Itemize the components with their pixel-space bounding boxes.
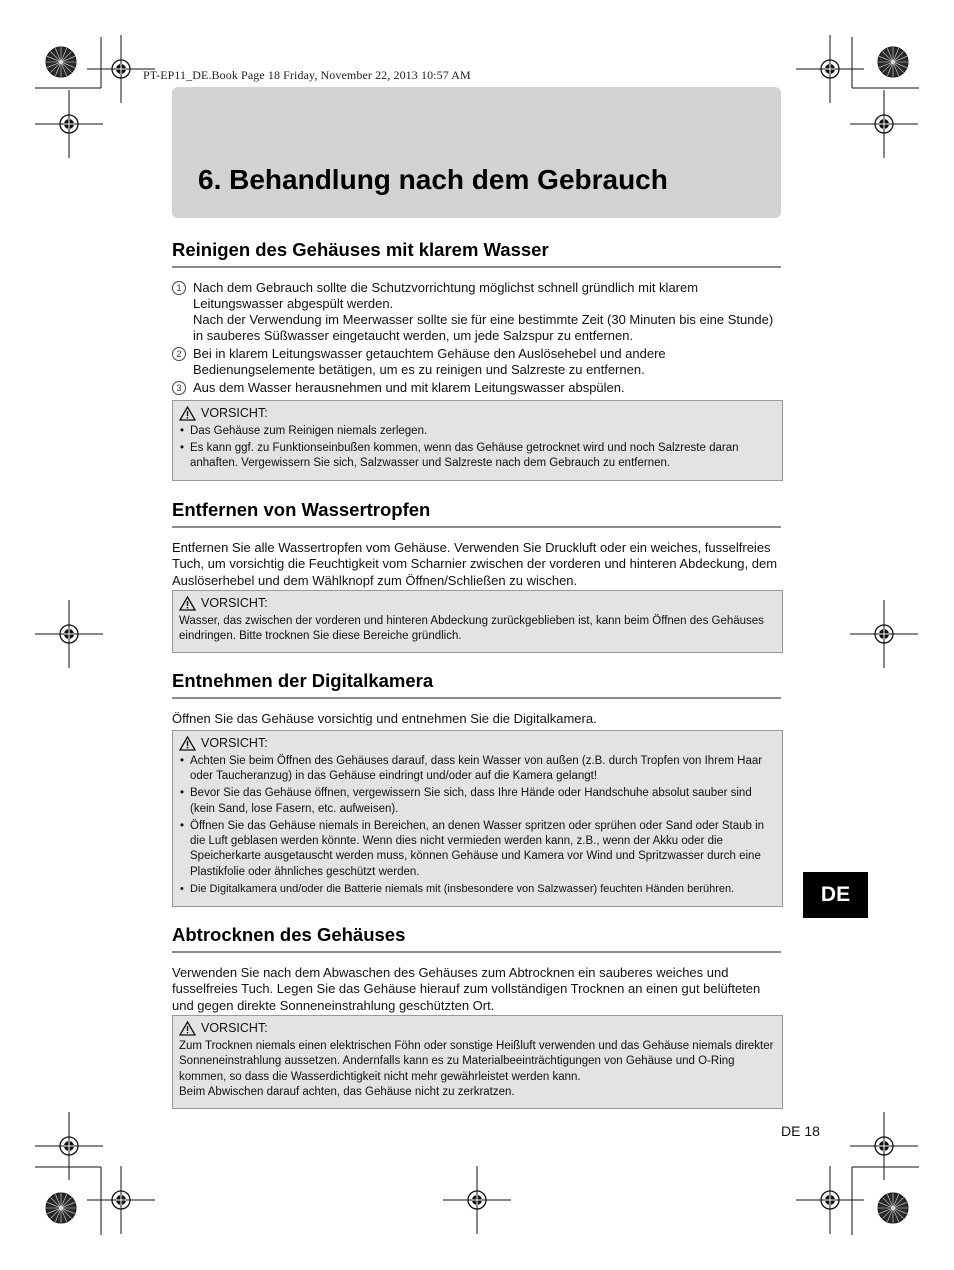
caution-item: • Das Gehäuse zum Reinigen niemals zerlegen. [179, 424, 776, 439]
registration-crosshair-icon [443, 1166, 511, 1234]
registration-crosshair-icon [87, 1166, 155, 1234]
section-heading: Entfernen von Wassertropfen [172, 499, 781, 528]
registration-crosshair-icon [35, 600, 103, 668]
registration-crosshair-icon [87, 35, 155, 103]
registration-crosshair-icon [35, 1112, 103, 1180]
registration-star-icon [878, 47, 908, 77]
registration-crosshair-icon [850, 600, 918, 668]
caution-item: • Die Digitalkamera und/oder die Batterie niemals mit (insbesondere von Salzwasser) feuchten Händen berühren. [179, 882, 776, 897]
step-text: Aus dem Wasser herausnehmen und mit klarem Leitungswasser abspülen. [193, 380, 625, 395]
section-heading: Entnehmen der Digitalkamera [172, 670, 781, 699]
language-tab: DE [803, 872, 868, 918]
step-number: 1 [172, 281, 186, 295]
chapter-title: 6. Behandlung nach dem Gebrauch [198, 164, 668, 195]
caution-item: • Öffnen Sie das Gehäuse niemals in Bereichen, an denen Wasser spritzen oder sprühen oder Sand oder Staub in die Luft geblasen werden könnte. Wenn dies nicht vermieden werden kann, z.B., wenn der Akku oder die Speicherkarte ausgetauscht werden muss, können Gehäuse und Kamera vor Wind und Spritzwasser durch eine Plastikfolie oder ähnliches geschützt werden. [179, 819, 776, 881]
caution-label: VORSICHT: [201, 596, 268, 610]
caution-text: Zum Trocknen niemals einen elektrischen Föhn oder sonstige Heißluft verwenden und das Gehäuse niemals direkter Sonneneinstrahlung aussetzen. Andernfalls kann es zu Materialbeeinträchtigungen von Gehäuse und O-Ring kommen, so dass die Wasserdichtigkeit nicht mehr gewährleistet werden kann. [179, 1040, 774, 1083]
registration-crosshair-icon [850, 1112, 918, 1180]
print-header: PT-EP11_DE.Book Page 18 Friday, November 22, 2013 10:57 AM [143, 68, 471, 82]
caution-item: • Es kann ggf. zu Funktionseinbußen kommen, wenn das Gehäuse getrocknet wird und noch Salzreste daran anhaften. Vergewissern Sie sich, Salzwasser und Salzreste nach dem Gebrauch zu entfernen. [179, 441, 776, 472]
step-number: 3 [172, 381, 186, 395]
caution-text: Beim Abwischen darauf achten, das Gehäuse nicht zu zerkratzen. [179, 1086, 515, 1099]
step-number: 2 [172, 347, 186, 361]
registration-star-icon [46, 1193, 76, 1223]
registration-crosshair-icon [796, 1166, 864, 1234]
caution-item: • Bevor Sie das Gehäuse öffnen, vergewissern Sie sich, dass Ihre Hände oder Handschuhe absolut sauber sind (kein Sand, lose Fasern, etc. aufweisen). [179, 786, 776, 817]
section-heading: Abtrocknen des Gehäuses [172, 924, 781, 953]
section-body: Öffnen Sie das Gehäuse vorsichtig und entnehmen Sie die Digitalkamera. [172, 711, 597, 726]
registration-crosshair-icon [35, 90, 103, 158]
caution-label: VORSICHT: [201, 736, 268, 750]
caution-label: VORSICHT: [201, 1021, 268, 1035]
registration-crosshair-icon [796, 35, 864, 103]
step-text: Nach dem Gebrauch sollte die Schutzvorrichtung möglichst schnell gründlich mit klarem Leitungswasser abgespült werden. [193, 280, 699, 311]
section-body: Entfernen Sie alle Wassertropfen vom Gehäuse. Verwenden Sie Druckluft oder ein weiches, fusselfreies Tuch, um vorsichtig die Feuchtigkeit vom Scharnier zwischen der vorderen und hinteren Abdeckung, dem Auslöserhebel und dem Wählknopf zum Öffnen/Schließen zu wischen. [172, 540, 778, 588]
caution-text: Wasser, das zwischen der vorderen und hinteren Abdeckung zurückgeblieben ist, kann beim Öffnen des Gehäuses eindringen. Bitte trocknen Sie diese Bereiche gründlich. [179, 615, 764, 643]
caution-label: VORSICHT: [201, 406, 268, 420]
registration-star-icon [46, 47, 76, 77]
step-text: Bei in klarem Leitungswasser getauchtem Gehäuse den Auslösehebel und andere Bedienungselemente betätigen, um es zu reinigen und Salzreste zu entfernen. [193, 346, 666, 377]
step-text: Nach der Verwendung im Meerwasser sollte sie für eine bestimmte Zeit (30 Minuten bis eine Stunde) in sauberes Süßwasser eingetaucht werden, um jede Salzspur zu entfernen. [193, 312, 774, 343]
page-number: DE 18 [781, 1123, 820, 1139]
section-body: Verwenden Sie nach dem Abwaschen des Gehäuses zum Abtrocknen ein sauberes weiches und fusselfreies Tuch. Legen Sie das Gehäuse hierauf zum vollständigen Trocknen an einen gut belüfteten und gegen direkte Sonneneinstrahlung geschützten Ort. [172, 965, 761, 1013]
section-heading: Reinigen des Gehäuses mit klarem Wasser [172, 239, 781, 268]
registration-crosshair-icon [850, 90, 918, 158]
caution-item: • Achten Sie beim Öffnen des Gehäuses darauf, dass kein Wasser von außen (z.B. durch Tropfen von Ihrem Haar oder Taucheranzug) in das Gehäuse eindringt und/oder auf die Kamera gelangt! [179, 754, 776, 785]
registration-star-icon [878, 1193, 908, 1223]
